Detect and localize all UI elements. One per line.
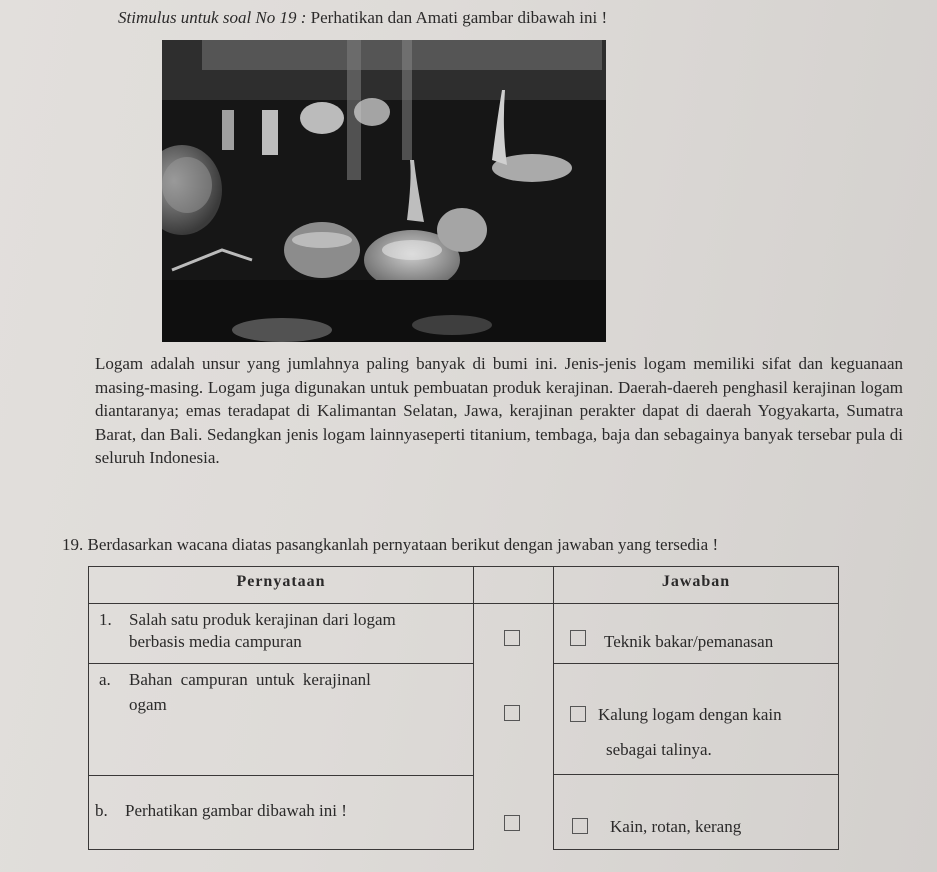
statement-line: Bahan campuran untuk kerajinanl — [129, 670, 371, 689]
statement-line: ogam — [129, 695, 167, 714]
stimulus-heading — [118, 8, 607, 28]
table-divider — [89, 775, 473, 776]
answer-checkbox[interactable] — [570, 706, 586, 722]
statement-table — [88, 566, 474, 850]
answer-checkbox[interactable] — [570, 630, 586, 646]
statement-line: berbasis media campuran — [129, 632, 302, 651]
metal-crafts-illustration — [162, 40, 606, 342]
statement-line: Salah satu produk kerajinan dari logam — [129, 610, 396, 629]
metal-crafts-photo — [162, 40, 606, 342]
stimulus-text: Perhatikan dan Amati gambar dibawah ini ! — [306, 8, 608, 27]
answer-text: Kain, rotan, kerang — [610, 817, 742, 836]
statement-line: Perhatikan gambar dibawah ini ! — [125, 801, 347, 820]
answer-text: Teknik bakar/pemanasan — [604, 632, 774, 651]
table-divider — [474, 603, 554, 604]
statement-marker: a. — [99, 670, 111, 689]
reading-passage: Logam adalah unsur yang jumlahnya paling banyak di bumi ini. Jenis-jenis logam memiliki sifat dan keguanaan masing-masing. Logam juga digunakan untuk pembuatan produk kerajinan. Daerah-daereh penghasil kerajinan logam diantaranya; emas teradapat di Kalimantan Selatan, Jawa, kerajinan perakter dapat di daerah Yogyakarta, Sumatra Barat, dan Bali. Sedangkan jenis logam lainnyaseperti titanium, tembaga, baja dan sebagainya banyak tersebar pula di seluruh Indonesia. — [95, 354, 903, 468]
answer-header: Jawaban — [661, 573, 731, 590]
table-divider — [554, 663, 838, 664]
statement-header: Pernyataan — [236, 573, 326, 590]
statement-checkbox[interactable] — [504, 705, 520, 721]
answer-text: Kalung logam dengan kain — [598, 705, 782, 724]
answer-table — [553, 566, 839, 850]
statement-checkbox[interactable] — [504, 815, 520, 831]
answer-text: sebagai talinya. — [606, 740, 712, 759]
table-divider — [554, 774, 838, 775]
question-19: 19. Berdasarkan wacana diatas pasangkanlah pernyataan berikut dengan jawaban yang tersedia ! — [62, 535, 719, 554]
statement-marker: 1. — [99, 610, 112, 629]
table-divider — [554, 603, 838, 604]
table-divider — [89, 603, 473, 604]
table-divider — [474, 566, 554, 567]
answer-checkbox[interactable] — [572, 818, 588, 834]
statement-marker: b. — [95, 801, 108, 820]
statement-checkbox[interactable] — [504, 630, 520, 646]
stimulus-lead: Stimulus untuk soal No 19 : — [118, 8, 307, 27]
table-divider — [89, 663, 473, 664]
